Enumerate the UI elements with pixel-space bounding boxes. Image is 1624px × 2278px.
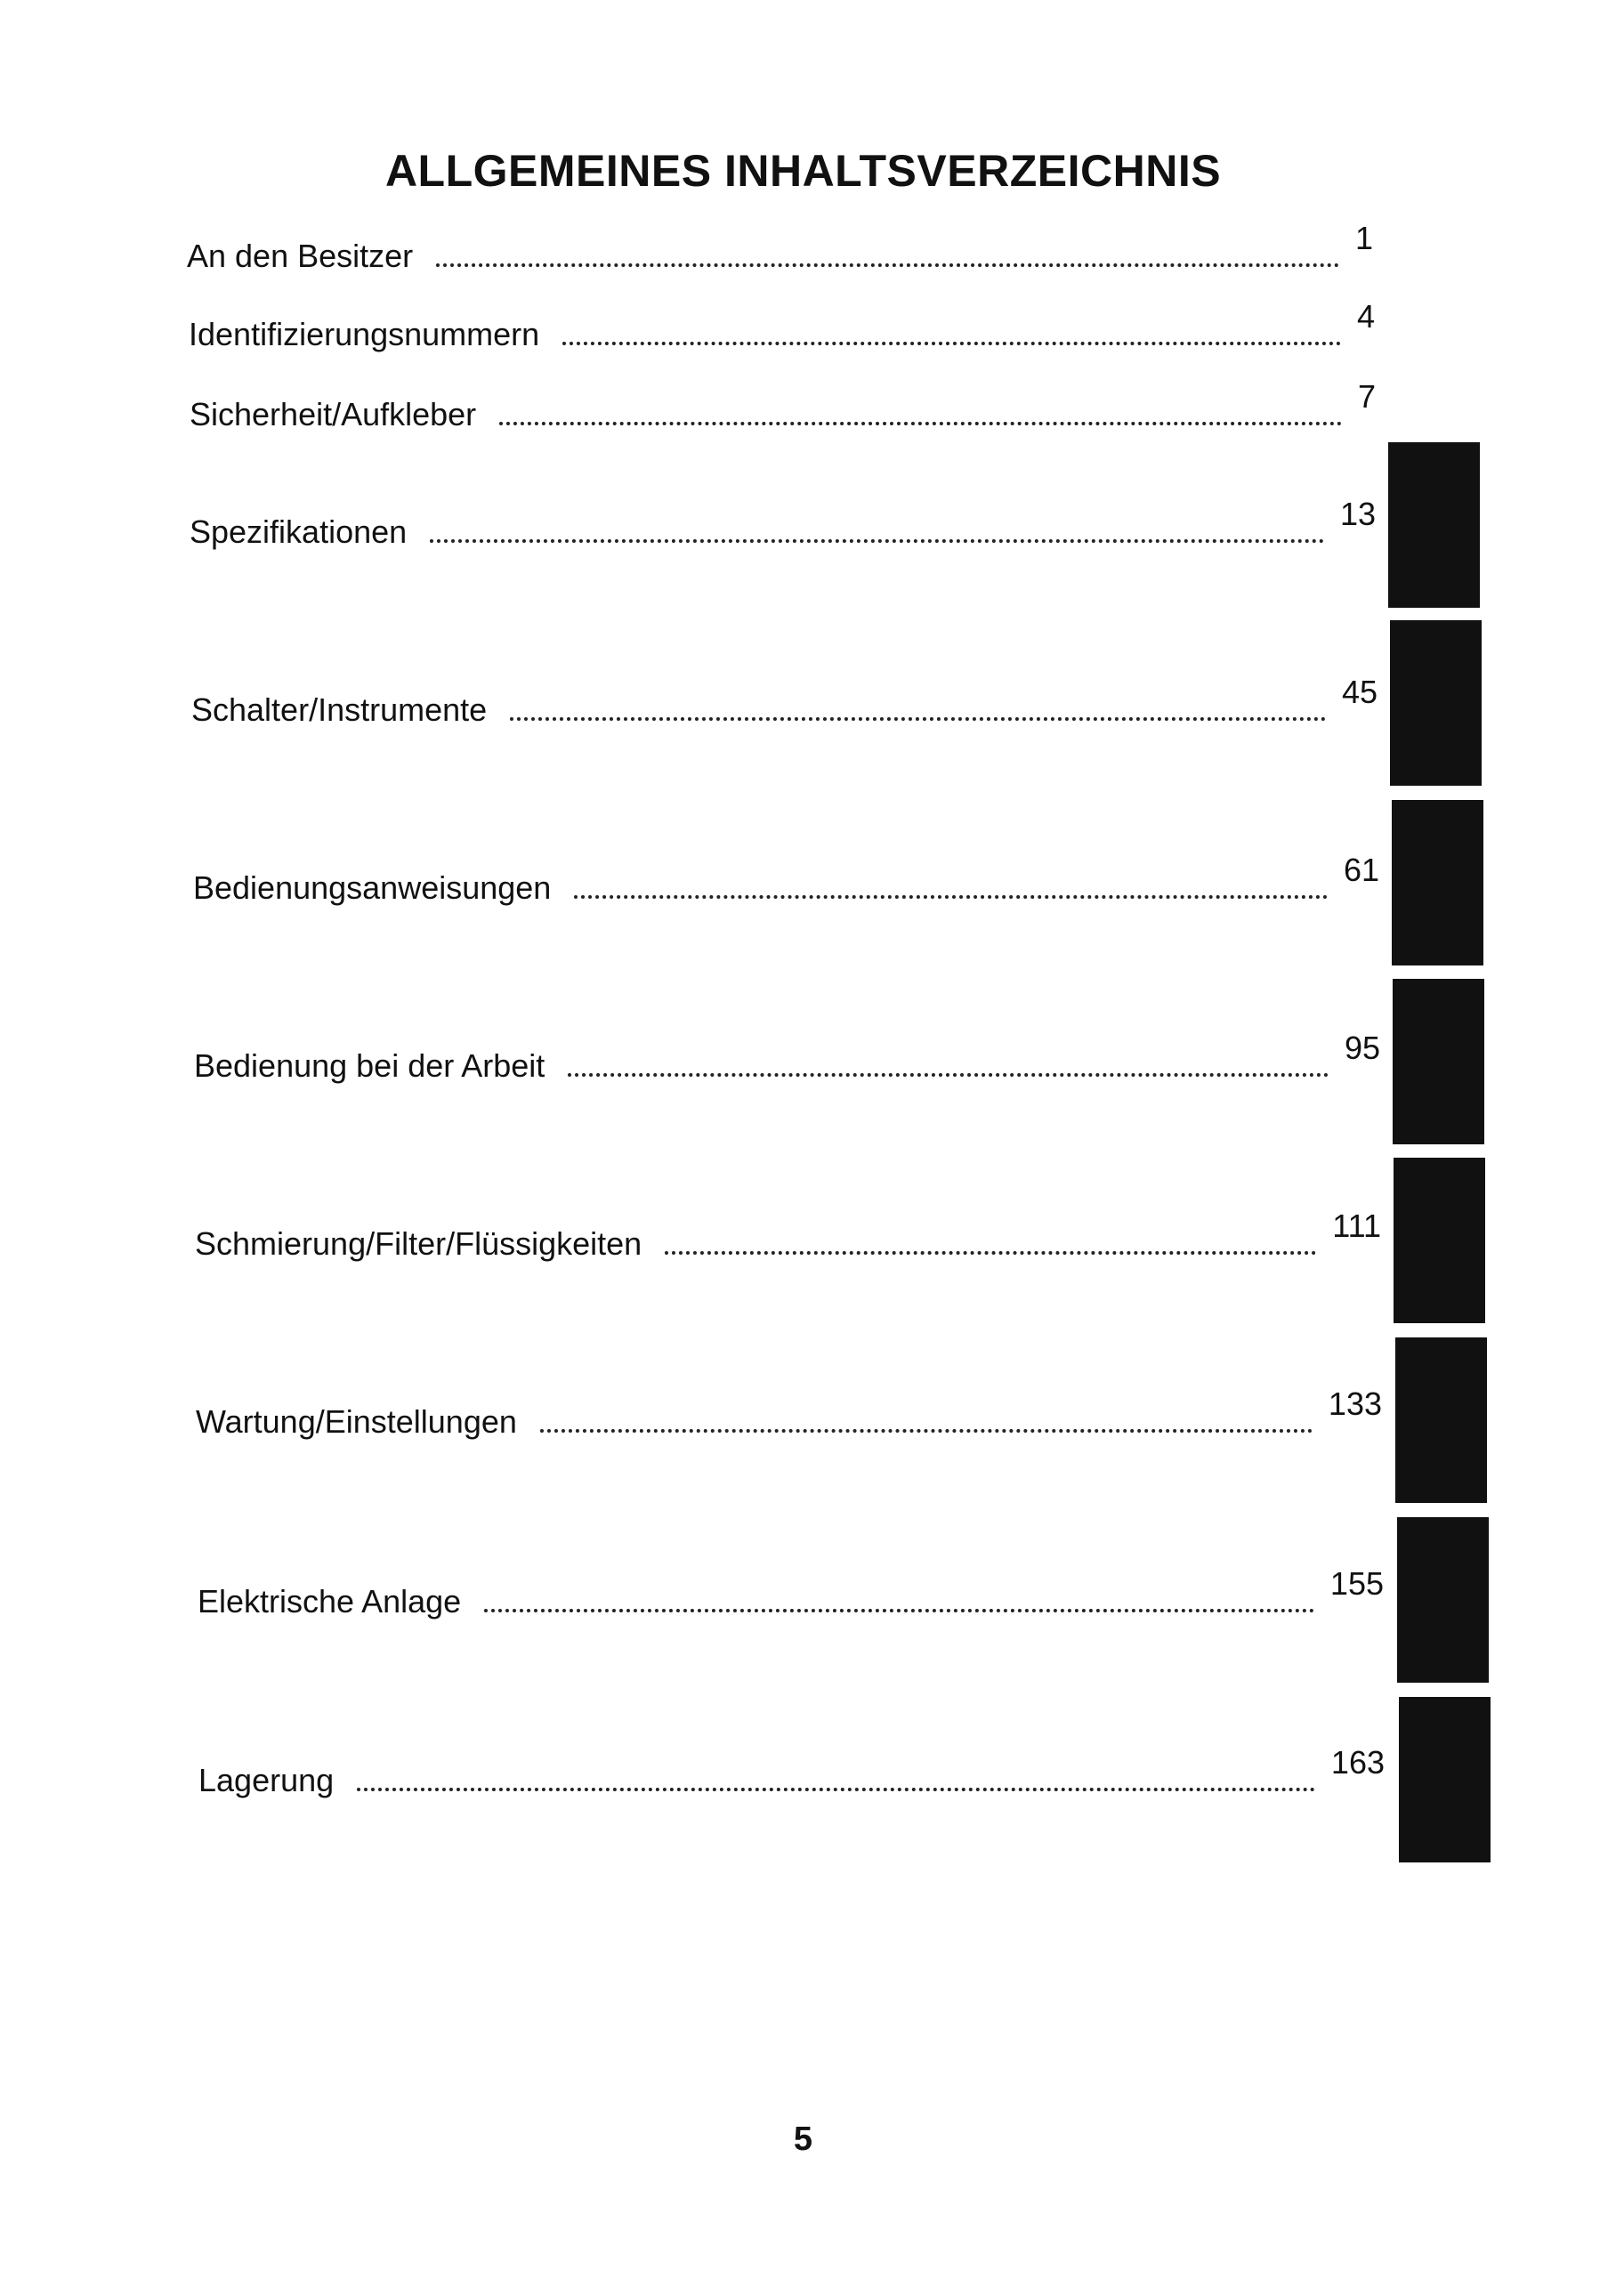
dot-leader	[665, 1251, 1316, 1255]
dot-leader	[499, 422, 1342, 425]
dot-leader	[436, 263, 1339, 267]
toc-entry-page: 163	[1330, 1744, 1385, 1781]
toc-entry-wartung-einstellungen[interactable]	[196, 1385, 1382, 1442]
toc-entry-lagerung[interactable]	[198, 1744, 1385, 1800]
toc-entry-identifizierungsnummern[interactable]	[189, 298, 1375, 354]
toc-entry-page: 45	[1341, 674, 1378, 710]
toc-entry-spezifikationen[interactable]	[190, 496, 1376, 552]
toc-entry-label: Spezifikationen	[190, 513, 408, 550]
toc-entry-label: Wartung/Einstellungen	[196, 1403, 517, 1440]
toc-entry-page: 7	[1357, 378, 1376, 415]
toc-entry-bedienungsanweisungen[interactable]	[193, 852, 1379, 908]
toc-entry-elektrische-anlage[interactable]	[198, 1565, 1384, 1621]
toc-entry-an-den-besitzer[interactable]	[187, 220, 1373, 276]
dot-leader	[357, 1788, 1315, 1791]
toc-entry-page: 95	[1344, 1030, 1380, 1066]
toc-entry-page: 13	[1339, 496, 1376, 532]
toc-entry-label: Elektrische Anlage	[198, 1583, 462, 1620]
thumb-tab-spezifikationen[interactable]	[1388, 442, 1480, 608]
toc-entry-page: 155	[1329, 1565, 1384, 1602]
dot-leader	[510, 717, 1326, 721]
toc-entry-label: Schmierung/Filter/Flüssigkeiten	[195, 1225, 642, 1262]
thumb-tab-elektrische-anlage[interactable]	[1397, 1517, 1489, 1683]
toc-entry-page: 1	[1354, 220, 1373, 256]
thumb-tab-schalter-instrumente[interactable]	[1390, 620, 1482, 786]
toc-entry-label: Schalter/Instrumente	[191, 691, 488, 728]
toc-entry-schmierung-filter-fluessigkeiten[interactable]	[195, 1208, 1381, 1264]
page-title: ALLGEMEINES INHALTSVERZEICHNIS	[384, 146, 1222, 196]
dot-leader	[568, 1073, 1329, 1077]
toc-entry-page: 61	[1343, 852, 1379, 888]
page-number: 5	[793, 2120, 813, 2158]
toc-entry-bedienung-bei-der-arbeit[interactable]	[194, 1030, 1380, 1086]
toc-entry-page: 111	[1332, 1208, 1381, 1244]
toc-entry-label: Sicherheit/Aufkleber	[190, 396, 477, 432]
dot-leader	[484, 1609, 1314, 1612]
toc-entry-label: Identifizierungsnummern	[189, 316, 540, 352]
dot-leader	[562, 342, 1341, 345]
toc-entry-page: 133	[1328, 1385, 1382, 1422]
thumb-tab-bedienung-bei-der-arbeit[interactable]	[1393, 979, 1484, 1144]
dot-leader	[430, 539, 1324, 543]
dot-leader	[540, 1429, 1313, 1433]
toc-entry-label: Bedienungsanweisungen	[193, 869, 552, 906]
toc-entry-label: Bedienung bei der Arbeit	[194, 1047, 545, 1084]
toc-entry-page: 4	[1356, 298, 1375, 335]
thumb-tab-lagerung[interactable]	[1399, 1697, 1491, 1862]
thumb-tab-bedienungsanweisungen[interactable]	[1392, 800, 1483, 965]
thumb-tab-wartung-einstellungen[interactable]	[1395, 1337, 1487, 1503]
dot-leader	[574, 895, 1328, 899]
toc-entry-label: Lagerung	[198, 1762, 335, 1798]
toc-entry-schalter-instrumente[interactable]	[191, 674, 1378, 730]
toc-entry-label: An den Besitzer	[187, 238, 414, 274]
thumb-tab-schmierung-filter-fluessigkeiten[interactable]	[1394, 1158, 1485, 1323]
toc-entry-sicherheit-aufkleber[interactable]	[190, 378, 1376, 434]
